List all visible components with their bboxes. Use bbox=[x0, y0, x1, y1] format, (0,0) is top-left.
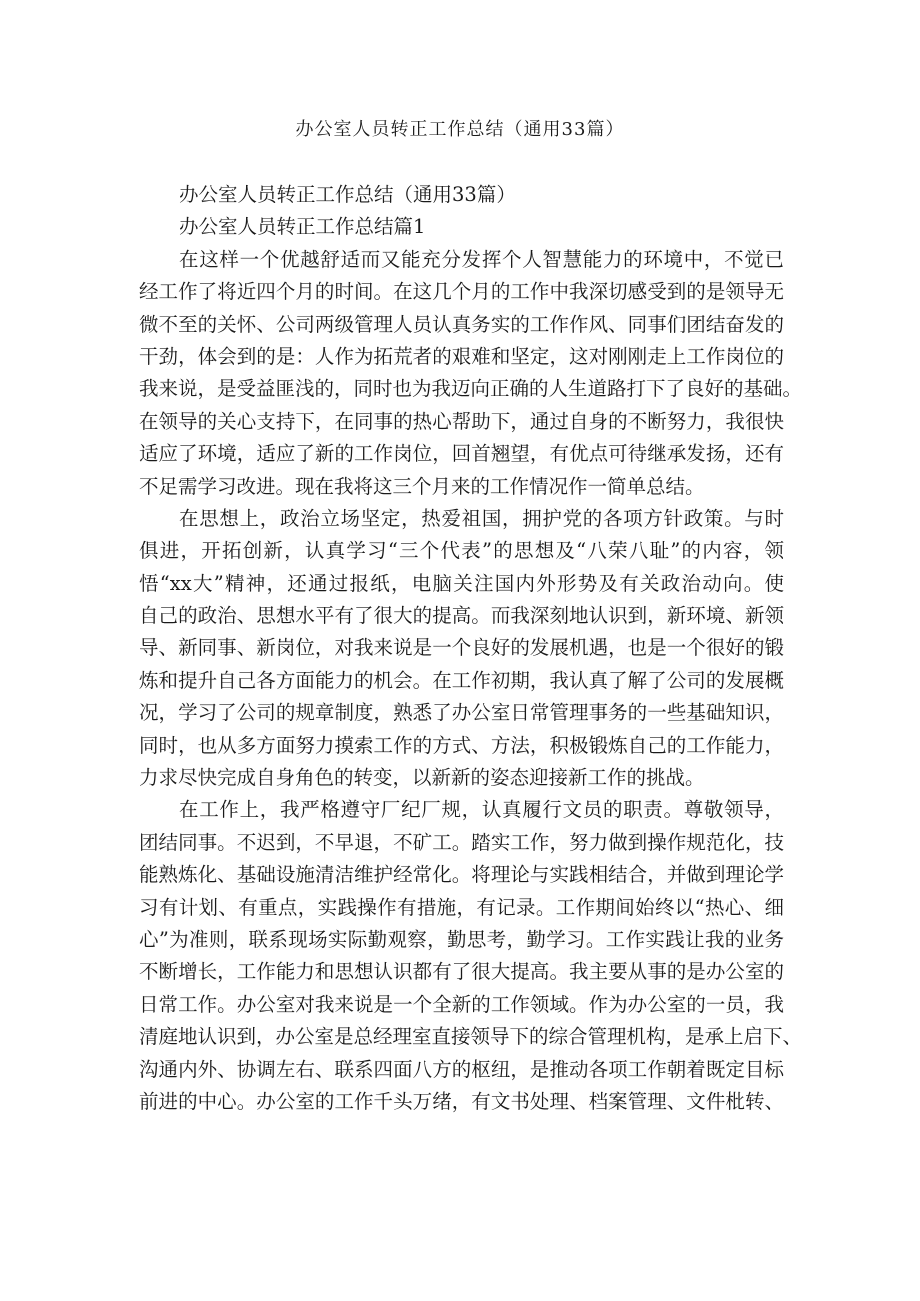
text-line: 在这样一个优越舒适而又能充分发挥个人智慧能力的环境中，不觉已 bbox=[179, 247, 784, 271]
paragraph-2 bbox=[139, 503, 784, 795]
text-line: 炼和提升自己各方面能力的机会。在工作初期，我认真了解了公司的发展概 bbox=[139, 668, 784, 692]
text-line: 不足需学习改进。现在我将这三个月来的工作情况作一简单总结。 bbox=[139, 474, 705, 498]
text-line: 沟通内外、协调左右、联系四面八方的枢纽，是推动各项工作朝着既定目标 bbox=[139, 1057, 784, 1081]
text-line: 在工作上，我严格遵守厂纪厂规，认真履行文员的职责。尊敬领导， bbox=[179, 798, 784, 822]
paragraph-3 bbox=[139, 794, 803, 1118]
text-line: 心”为准则，联系现场实际勤观察，勤思考，勤学习。工作实践让我的业务 bbox=[139, 927, 784, 951]
text-line: 悟“xx大”精神，还通过报纸，电脑关注国内外形势及有关政治动向。使 bbox=[139, 571, 784, 595]
text-line: 能熟炼化、基础设施清洁维护经常化。将理论与实践相结合，并做到理论学 bbox=[139, 863, 784, 887]
text-line: 微不至的关怀、公司两级管理人员认真务实的工作作风、同事们团结奋发的 bbox=[139, 312, 784, 336]
text-line: 自己的政治、思想水平有了很大的提高。而我深刻地认识到，新环境、新领 bbox=[139, 604, 784, 628]
section-heading: 办公室人员转正工作总结篇1 bbox=[179, 215, 426, 239]
text-line: 不断增长，工作能力和思想认识都有了很大提高。我主要从事的是办公室的 bbox=[139, 960, 784, 984]
text-line: 习有计划、有重点，实践操作有措施，有记录。工作期间始终以“热心、细 bbox=[139, 895, 784, 919]
text-line: 力求尽快完成自身角色的转变，以新新的姿态迎接新工作的挑战。 bbox=[139, 766, 705, 790]
text-line: 适应了环境，适应了新的工作岗位，回首翘望，有优点可待继承发扬，还有 bbox=[139, 442, 784, 466]
text-line: 前进的中心。办公室的工作千头万绪，有文书处理、档案管理、文件枇转、 bbox=[139, 1089, 784, 1113]
text-line: 同时，也从多方面努力摸索工作的方式、方法，积极锻炼自己的工作能力， bbox=[139, 733, 784, 757]
text-line: 在思想上，政治立场坚定，热爱祖国，拥护党的各项方针政策。与时 bbox=[179, 506, 784, 530]
document-title: 办公室人员转正工作总结（通用33篇） bbox=[295, 119, 625, 140]
text-line: 干劲，体会到的是：人作为拓荒者的艰难和坚定，这对刚刚走上工作岗位的 bbox=[139, 344, 784, 368]
text-line: 清庭地认识到，办公室是总经理室直接领导下的综合管理机构，是承上启下、 bbox=[139, 1025, 803, 1049]
text-line: 俱进，开拓创新，认真学习“三个代表”的思想及“八荣八耻”的内容，领 bbox=[139, 539, 784, 563]
text-line: 在领导的关心支持下，在同事的热心帮助下，通过自身的不断努力，我很快 bbox=[139, 409, 784, 433]
text-line: 我来说，是受益匪浅的，同时也为我迈向正确的人生道路打下了良好的基础。 bbox=[139, 377, 803, 401]
paragraph-1 bbox=[139, 244, 803, 503]
document-subtitle: 办公室人员转正工作总结（通用33篇） bbox=[179, 183, 516, 206]
text-line: 日常工作。办公室对我来说是一个全新的工作领域。作为办公室的一员，我 bbox=[139, 992, 784, 1016]
text-line: 导、新同事、新岗位，对我来说是一个良好的发展机遇，也是一个很好的锻 bbox=[139, 636, 784, 660]
text-line: 团结同事。不迟到，不早退，不矿工。踏实工作，努力做到操作规范化，技 bbox=[139, 830, 784, 854]
document-body bbox=[139, 179, 803, 1118]
text-line: 经工作了将近四个月的时间。在这几个月的工作中我深切感受到的是领导无 bbox=[139, 280, 784, 304]
text-line: 况，学习了公司的规章制度，熟悉了办公室日常管理事务的一些基础知识， bbox=[139, 701, 784, 725]
